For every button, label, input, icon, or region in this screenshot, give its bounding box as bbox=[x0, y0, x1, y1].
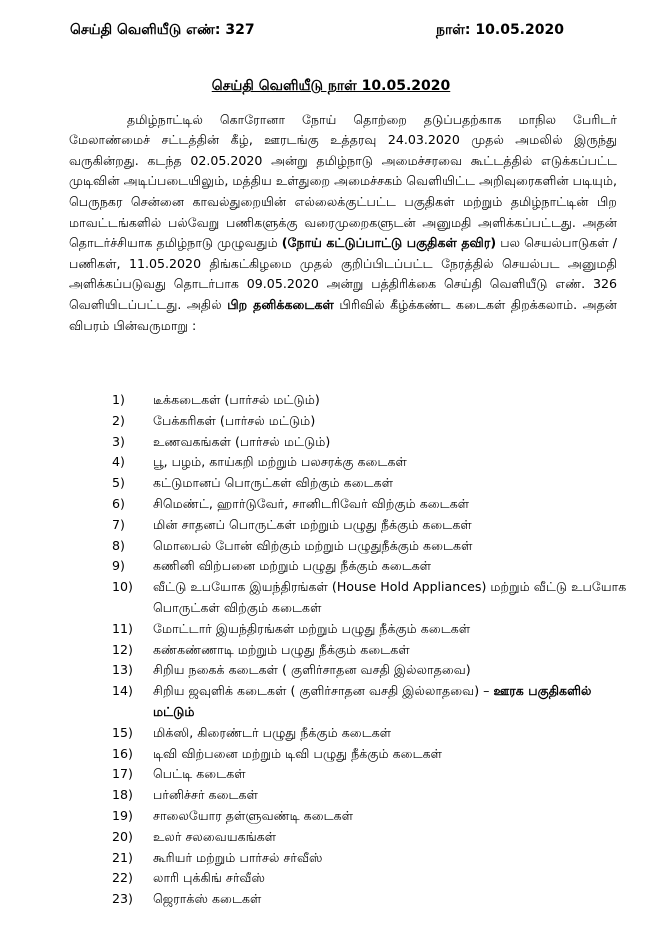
item-text: பூ, பழம், காய்கறி மற்றும் பலசரக்கு கடைகள் bbox=[153, 454, 407, 470]
item-text: சிறிய நகைக் கடைகள் ( குளிர்சாதன வசதி இல்லாதவை) bbox=[153, 662, 471, 678]
paragraph-text-3: பிரிவில் கீழ்க்கண்ட கடைகள் திறக்கலாம். அதன் விபரம் பின்வருமாறு : bbox=[69, 296, 617, 333]
list-item bbox=[112, 432, 632, 453]
item-number: 3) bbox=[112, 433, 125, 449]
item-text: மிக்ஸி, கிரைண்டர் பழுது நீக்கும் கடைகள் bbox=[153, 724, 392, 740]
item-number: 4) bbox=[112, 454, 125, 470]
item-number: 9) bbox=[112, 558, 125, 574]
release-date: நாள்: 10.05.2020 bbox=[436, 22, 564, 38]
item-text: சிமெண்ட், ஹார்டுவேர், சானிடரிவேர் விற்கும் கடைகள் bbox=[153, 495, 470, 511]
list-item bbox=[112, 515, 632, 536]
item-text: பர்னிச்சர் கடைகள் bbox=[153, 787, 258, 803]
document-title: செய்தி வெளியீடு நாள் 10.05.2020 bbox=[211, 78, 451, 94]
body-paragraph bbox=[69, 110, 617, 337]
item-text: கணினி விற்பனை மற்றும் பழுது நீக்கும் கடைகள் bbox=[153, 558, 432, 574]
item-number: 19) bbox=[112, 807, 133, 823]
paragraph-text-1: தமிழ்நாட்டில் கொரோனா நோய் தொற்றை தடுப்பதற்காக மாநில பேரிடர் மேலாண்மைச் சட்டத்தின் கீழ், ஊரடங்கு உத்தரவு 24.03.2020 முதல் அமலில் இருந்து வருகின்றது. கடந்த 02.05.2020 அன்று தமிழ்நாடு அமைச்சரவை கூட்டத்தில் எடுக்கப்பட்ட முடிவின் அடிப்படையிலும், மத்திய உள்துறை அமைச்சகம் வெளியிட்ட அறிவுரைகளின் படியும், பெருநகர சென்னை காவல்துறையின் எல்லைக்குட்பட்ட பகுதிகள் மற்றும் தமிழ்நாட்டின் பிற மாவட்டங்களில் பல்வேறு பணிகளுக்கு வரைமுறைகளுடன் அனுமதி அளிக்கப்பட்டது. அதன் தொடர்ச்சியாக தமிழ்நாடு முழுவதும் bbox=[69, 111, 617, 251]
item-text: உலர் சலவையகங்கள் bbox=[153, 828, 277, 844]
list-item bbox=[112, 723, 632, 744]
item-number: 17) bbox=[112, 766, 133, 782]
list-item bbox=[112, 681, 632, 723]
item-number: 12) bbox=[112, 641, 133, 657]
item-text: கூரியர் மற்றும் பார்சல் சர்வீஸ் bbox=[153, 849, 323, 865]
list-item bbox=[112, 744, 632, 765]
item-text: கண்கண்ணாடி மற்றும் பழுது நீக்கும் கடைகள் bbox=[153, 641, 410, 657]
item-number: 7) bbox=[112, 516, 125, 532]
paragraph-text-2: பல செயல்பாடுகள் / பணிகள், 11.05.2020 திங்கட்கிழமை முதல் குறிப்பிடப்பட்ட நேரத்தில் செயல்பட அனுமதி அளிக்கப்படுவது தொடர்பாக 09.05.2020 அன்று பத்திரிக்கை செய்தி வெளியீடு எண். 326 வெளியிடப்பட்டது. அதில் bbox=[69, 235, 617, 312]
list-item bbox=[112, 390, 632, 411]
item-number: 5) bbox=[112, 475, 125, 491]
item-text: பேக்கரிகள் (பார்சல் மட்டும்) bbox=[153, 412, 316, 428]
item-text: ஜெராக்ஸ் கடைகள் bbox=[153, 891, 262, 907]
list-item bbox=[112, 473, 632, 494]
list-item bbox=[112, 577, 632, 619]
item-text: மின் சாதனப் பொருட்கள் மற்றும் பழுது நீக்கும் கடைகள் bbox=[153, 516, 472, 532]
list-item bbox=[112, 536, 632, 557]
item-number: 10) bbox=[112, 579, 133, 595]
item-text: டீக்கடைகள் (பார்சல் மட்டும்) bbox=[153, 392, 320, 407]
item-text: சாலையோர தள்ளுவண்டி கடைகள் bbox=[153, 807, 354, 823]
item-number: 22) bbox=[112, 870, 133, 886]
list-item bbox=[112, 848, 632, 869]
item-number: 15) bbox=[112, 724, 133, 740]
item-text: மொபைல் போன் விற்கும் மற்றும் பழுதுநீக்கும் கடைகள் bbox=[153, 537, 473, 553]
list-item bbox=[112, 494, 632, 515]
item-number: 23) bbox=[112, 891, 133, 907]
item-text: சிறிய ஜவுளிக் கடைகள் ( குளிர்சாதன வசதி இல்லாதவை) – bbox=[153, 683, 494, 699]
shop-list bbox=[112, 390, 632, 910]
list-item bbox=[112, 660, 632, 681]
paragraph-bold-1: (நோய் கட்டுப்பாட்டு பகுதிகள் தவிர) bbox=[281, 235, 497, 251]
item-text: மோட்டார் இயந்திரங்கள் மற்றும் பழுது நீக்கும் கடைகள் bbox=[153, 620, 471, 636]
list-item bbox=[112, 785, 632, 806]
item-number: 20) bbox=[112, 828, 133, 844]
list-item bbox=[112, 806, 632, 827]
item-text: டிவி விற்பனை மற்றும் டிவி பழுது நீக்கும் கடைகள் bbox=[153, 745, 443, 761]
item-number: 2) bbox=[112, 412, 125, 428]
item-number: 11) bbox=[112, 620, 133, 636]
list-item bbox=[112, 411, 632, 432]
item-text: பெட்டி கடைகள் bbox=[153, 766, 246, 782]
item-text: லாரி புக்கிங் சர்வீஸ் bbox=[153, 870, 266, 886]
item-number: 16) bbox=[112, 745, 133, 761]
item-number: 1) bbox=[112, 392, 125, 407]
list-item bbox=[112, 827, 632, 848]
item-bold-note: ஊரக பகுதிகளில் மட்டும் bbox=[153, 683, 592, 719]
list-item bbox=[112, 452, 632, 473]
list-item bbox=[112, 868, 632, 889]
item-number: 6) bbox=[112, 495, 125, 511]
item-number: 21) bbox=[112, 849, 133, 865]
list-item bbox=[112, 764, 632, 785]
list-item bbox=[112, 619, 632, 640]
paragraph-bold-2: பிற தனிக்கடைகள் bbox=[227, 296, 334, 312]
item-text: கட்டுமானப் பொருட்கள் விற்கும் கடைகள் bbox=[153, 475, 394, 491]
list-item bbox=[112, 556, 632, 577]
item-number: 18) bbox=[112, 787, 133, 803]
item-number: 13) bbox=[112, 662, 133, 678]
item-number: 8) bbox=[112, 537, 125, 553]
item-text: வீட்டு உபயோக இயந்திரங்கள் (House Hold Appliances) மற்றும் வீட்டு உபயோக பொருட்கள் விற்கும் கடைகள் bbox=[153, 579, 627, 615]
item-text: உணவகங்கள் (பார்சல் மட்டும்) bbox=[153, 433, 331, 449]
item-number: 14) bbox=[112, 683, 133, 699]
release-number: செய்தி வெளியீடு எண்: 327 bbox=[70, 22, 255, 38]
list-item bbox=[112, 640, 632, 661]
list-item bbox=[112, 889, 632, 910]
